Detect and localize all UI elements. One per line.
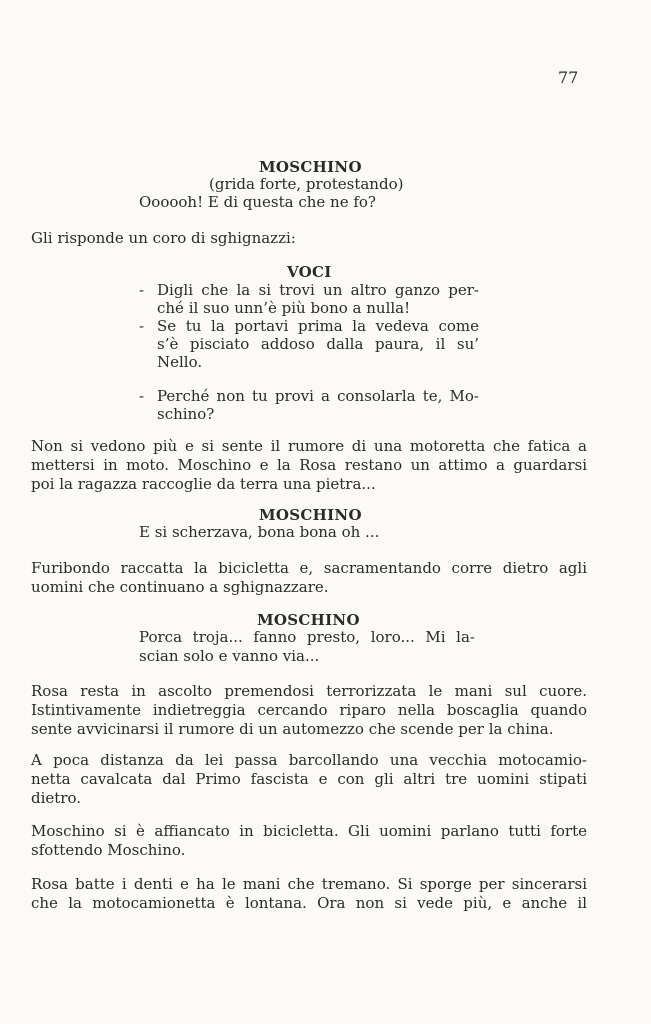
dash-marker: - — [139, 317, 145, 335]
text-line: Nello. — [157, 353, 203, 371]
dash-marker: - — [139, 281, 145, 299]
narration: Gli risponde un coro di sghignazzi: — [31, 229, 296, 247]
text-line: sfottendo Moschino. — [31, 841, 186, 859]
narration — [31, 437, 587, 494]
text-line: Istintivamente indietreggia cercando riparo nella boscaglia quando — [31, 701, 587, 719]
character-cue: MOSCHINO — [259, 158, 362, 176]
text-line: A poca distanza da lei passa barcollando una vecchia motocamio- — [31, 751, 587, 769]
text-line: Rosa batte i denti e ha le mani che tremano. Si sporge per sincerarsi — [31, 875, 587, 893]
text-line: che la motocamionetta è lontana. Ora non si vede più, e anche il — [31, 894, 587, 912]
narration — [31, 875, 587, 913]
text-line: sente avvicinarsi il rumore di un automezzo che scende per la china. — [31, 720, 554, 738]
text-line: Porca troja... fanno presto, loro... Mi la- — [139, 628, 475, 646]
text-line: Se tu la portavi prima la vedeva come — [157, 317, 479, 335]
text-line: netta cavalcata dal Primo fascista e con gli altri tre uomini stipati — [31, 770, 587, 788]
page-number: 77 — [558, 68, 579, 87]
voice-line — [139, 317, 479, 371]
dash-marker: - — [139, 387, 145, 405]
text-line: uomini che continuano a sghignazzare. — [31, 578, 329, 596]
character-cue: VOCI — [287, 263, 332, 281]
narration — [31, 751, 587, 808]
dialogue-line: Oooooh! E di questa che ne fo? — [139, 193, 376, 211]
text-line: scian solo e vanno via... — [139, 647, 320, 665]
text-line: Non si vedono più e si sente il rumore di una motoretta che fatica a — [31, 437, 587, 455]
text-line: Furibondo raccatta la bicicletta e, sacramentando corre dietro agli — [31, 559, 587, 577]
stage-direction: (grida forte, protestando) — [209, 175, 404, 193]
dialogue-block — [139, 628, 475, 666]
text-line: mettersi in moto. Moschino e la Rosa restano un attimo a guardarsi — [31, 456, 587, 474]
text-line: schino? — [157, 405, 215, 423]
text-line: ché il suo unn’è più bono a nulla! — [157, 299, 411, 317]
text-line: Rosa resta in ascolto premendosi terrorizzata le mani sul cuore. — [31, 682, 587, 700]
voice-line — [139, 387, 479, 423]
narration — [31, 682, 587, 739]
dialogue-line: E si scherzava, bona bona oh ... — [139, 523, 380, 541]
text-line: Perché non tu provi a consolarla te, Mo- — [157, 387, 479, 405]
voices-dialogue — [139, 281, 479, 423]
voice-line — [139, 281, 479, 317]
text-line: s’è pisciato addoso dalla paura, il su’ — [157, 335, 479, 353]
text-line: Digli che la si trovi un altro ganzo per- — [157, 281, 479, 299]
narration — [31, 559, 587, 597]
narration — [31, 822, 587, 860]
character-cue: MOSCHINO — [257, 611, 360, 629]
text-line: poi la ragazza raccoglie da terra una pietra... — [31, 475, 376, 493]
character-cue: MOSCHINO — [259, 506, 362, 524]
text-line: Moschino si è affiancato in bicicletta. Gli uomini parlano tutti forte — [31, 822, 587, 840]
text-line: dietro. — [31, 789, 82, 807]
